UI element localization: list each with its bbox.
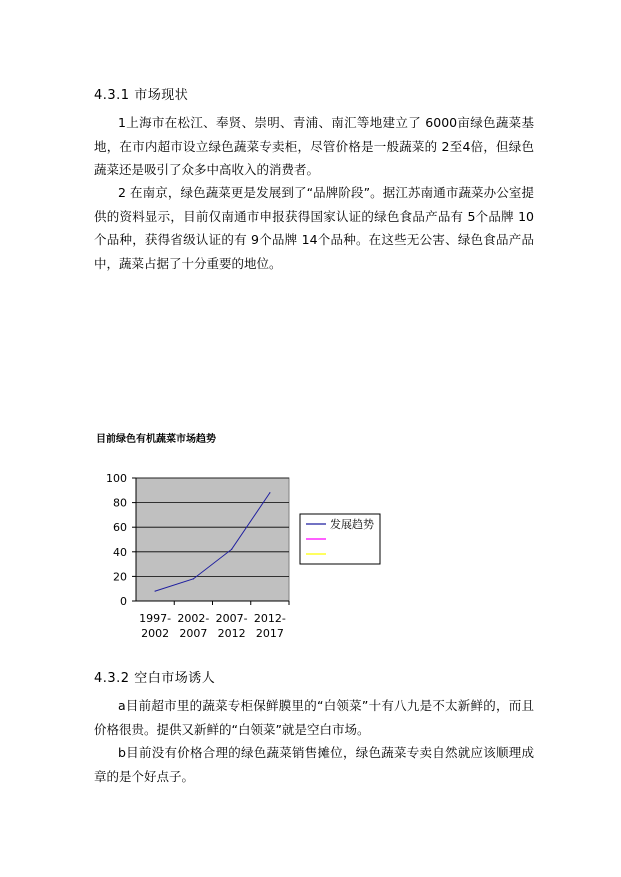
plot-area <box>136 478 289 601</box>
y-tick-label: 40 <box>113 545 127 559</box>
x-tick-label: 2002 <box>141 627 170 640</box>
x-tick-label: 2012- <box>253 612 286 625</box>
x-tick-label: 2007 <box>179 627 208 640</box>
data-point <box>155 591 156 592</box>
section-heading-blank-market: 4.3.2 空白市场诱人 <box>94 671 216 686</box>
section-heading-market-status: 4.3.1 市场现状 <box>94 88 189 103</box>
paragraph-nanjing: 2 在南京，绿色蔬菜更是发展到了“品牌阶段”。据江苏南通市蔬菜办公室提供的资料显示，目前仅南通市申报获得国家认证的绿色食品产品有 5个品牌 10个品种，获得省级认证的有 9个品牌 14个品种。在这些无公害、绿色食品产品中，蔬菜占据了十分重要的地位。 <box>94 185 534 271</box>
x-tick-label: 1997- <box>139 612 172 625</box>
y-tick-label: 20 <box>113 570 127 584</box>
x-tick-label: 2012 <box>217 627 246 640</box>
y-tick-label: 80 <box>113 496 127 510</box>
x-tick-label: 2007- <box>215 612 248 625</box>
data-point <box>269 492 270 493</box>
chart-title: 目前绿色有机蔬菜市场趋势 <box>96 434 216 445</box>
data-point <box>193 578 194 579</box>
trend-line-chart <box>96 455 416 650</box>
y-tick-label: 0 <box>120 595 127 608</box>
paragraph-stall-opportunity: b目前没有价格合理的绿色蔬菜销售摊位，绿色蔬菜专卖自然就应该顺理成章的是个好点子。 <box>94 745 534 784</box>
legend-label: 发展趋势 <box>330 518 374 531</box>
x-tick-label: 2002- <box>177 612 210 625</box>
x-tick-label: 2017 <box>255 627 284 640</box>
paragraph-white-collar-veg: a目前超市里的蔬菜专柜保鲜膜里的“白领菜”十有八九是不太新鲜的，而且价格很贵。提供又新鲜的“白领菜”就是空白市场。 <box>94 698 534 737</box>
y-tick-label: 60 <box>113 521 127 535</box>
data-point <box>231 549 232 550</box>
paragraph-shanghai: 1上海市在松江、奉贤、崇明、青浦、南汇等地建立了 6000亩绿色蔬菜基地，在市内超市设立绿色蔬菜专卖柜，尽管价格是一般蔬菜的 2至4倍，但绿色蔬菜还是吸引了众多中高收入的消费者。 <box>94 115 534 177</box>
y-tick-label: 100 <box>106 472 127 485</box>
